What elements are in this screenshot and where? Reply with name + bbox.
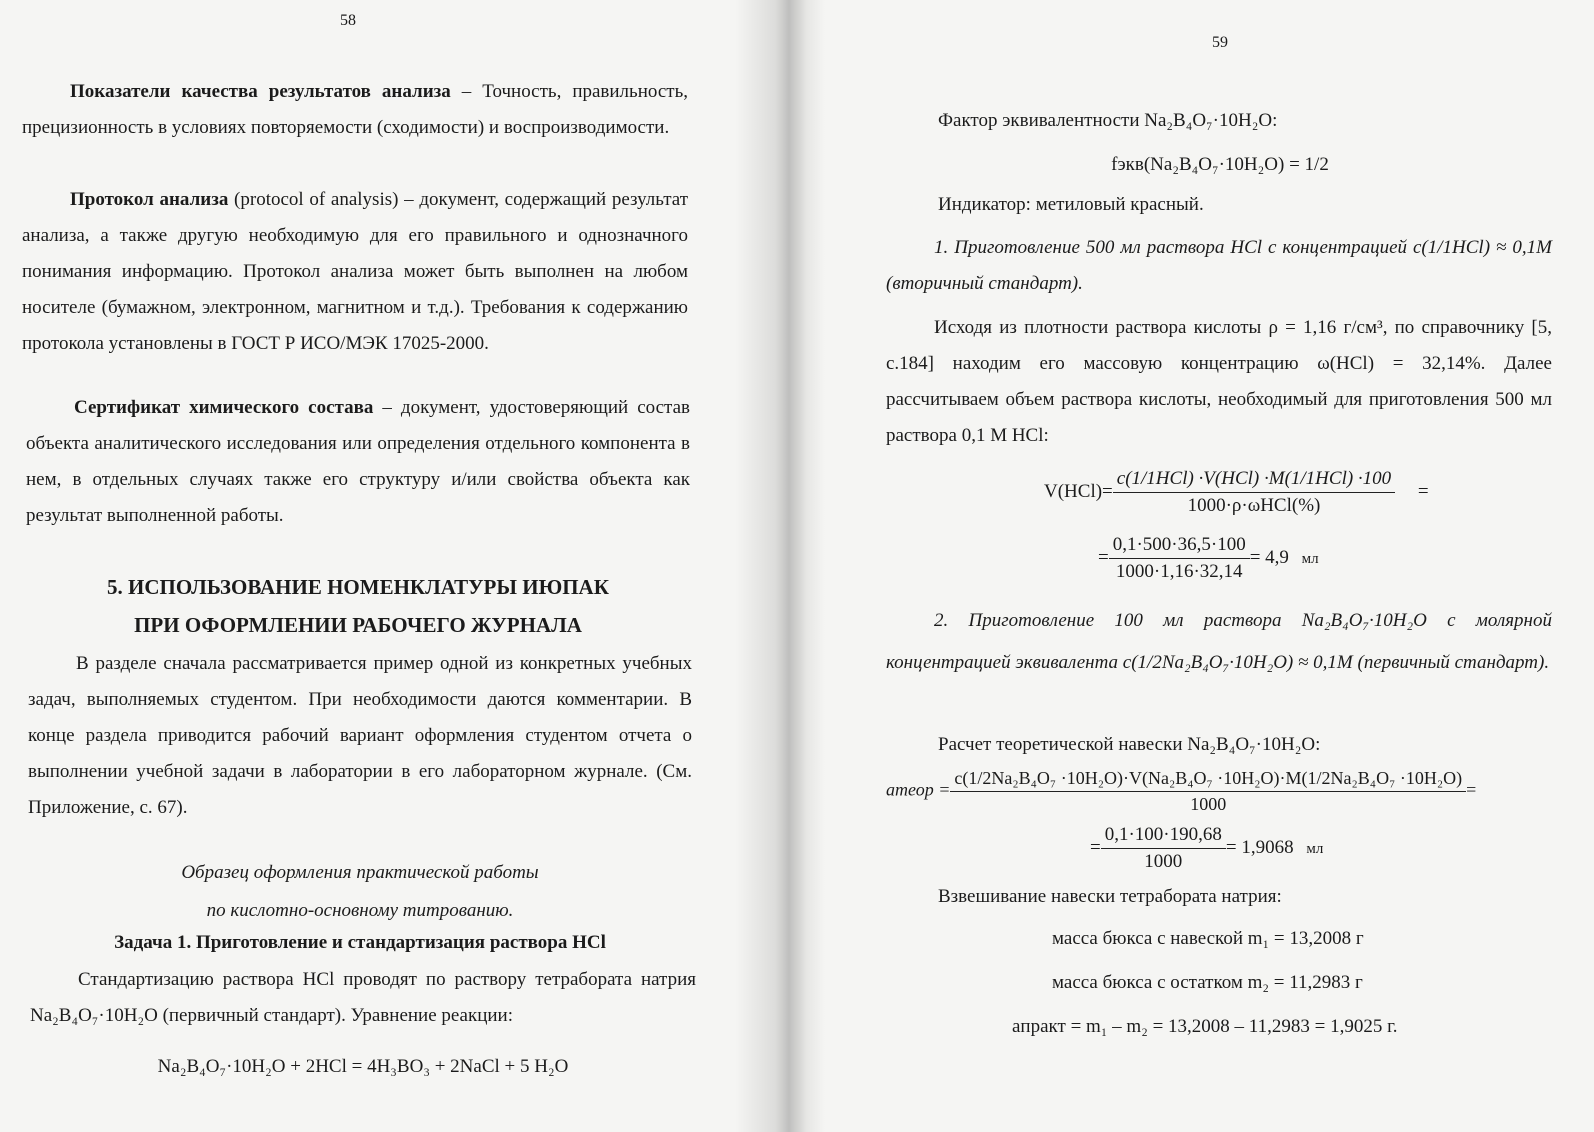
eq1-denominator: 1000·ρ·ωHCl(%) [1187,495,1321,516]
text-quality-indicators: – Точность, правильность, прецизионность в условиях повторяемости (сходимости) и воспроизводимости. [22,81,688,138]
eq1-fraction [1113,468,1395,517]
eq4-result: = 1,9068 [1225,836,1294,858]
book-gutter-shadow [735,0,825,1132]
left-page [0,0,790,1132]
text-analysis-protocol: (protocol of analysis) – документ, содержащий результат анализа, а также другую необходимую для его правильного и однозначного понимания информацию. Протокол анализа может быть выполнен на любом носителе (бумажном, электронном, магнитном и т.д.). Требования к содержанию протокола установлены в ГОСТ Р ИСО/МЭК 17025-2000. [22,189,689,354]
practical-mass-equation: aпракт = m₁ – m₂ = 13,2008 – 11,2983 = 1,9025 г. [1012,1016,1398,1037]
eq2-result: = 4,9 [1249,546,1289,568]
step-1-title: 1. Приготовление 500 мл раствора HCl с концентрацией c(1/1HCl) ≈ 0,1M (вторичный стандарт). [886,237,1552,294]
task-title: Задача 1. Приготовление и стандартизация раствора HCl [114,932,606,953]
eq3-numerator: c(1/2Na₂B₄O₇ ·10H₂O)·V(Na₂B₄O₇ ·10H₂O)·M(1/2Na₂B₄O₇ ·10H₂O) [950,768,1466,792]
eq3-fraction [950,768,1466,815]
eq2-equals: = [1098,546,1109,568]
weighing-label: Взвешивание навески тетрабората натрия: [938,886,1282,907]
paragraph-section-intro: В разделе сначала рассматривается пример одной из конкретных учебных задач, выполняемых студентом. При необходимости даются комментарии. В конце раздела приводится рабочий вариант оформления студентом отчета о выполнении учебной задачи в лаборатории в его лабораторном журнале. (См. Приложение, с. 67). [28,653,692,818]
eq3-denominator: 1000 [1190,794,1227,814]
eq1-tail: = [1417,480,1429,502]
eq4-fraction [1101,824,1226,873]
eq4-unit: мл [1306,840,1324,857]
text-chemical-certificate: – документ, удостоверяющий состав объекта аналитического исследования или определения отдельного компонента в нем, в отдельных случаях также его структуру и/или свойства объекта как результат выполненной работы. [26,397,690,526]
paragraph-chemical-certificate [26,390,690,534]
eq2-unit: мл [1301,550,1319,567]
section-title-line-1: 5. ИСПОЛЬЗОВАНИЕ НОМЕНКЛАТУРЫ ИЮПАК [107,575,609,599]
calc-theoretical-label: Расчет теоретической навески Na₂B₄O₇·10H₂O: [938,734,1321,755]
eq4-numerator: 0,1·100·190,68 [1101,824,1226,849]
eq2-denominator: 1000·1,16·32,14 [1115,561,1243,582]
right-page [790,0,1594,1132]
sample-title-line-2: по кислотно-основному титрованию. [206,900,514,921]
step-2-title: 2. Приготовление 100 мл раствора Na₂B₄O₇·10H₂O с молярной концентрацией эквивалента c(1/2Na₂B₄O₇·10H₂O) ≈ 0,1M (первичный стандарт). [886,610,1552,673]
section-title-line-2: ПРИ ОФОРМЛЕНИИ РАБОЧЕГО ЖУРНАЛА [134,613,582,637]
indicator-line: Индикатор: метиловый красный. [938,194,1204,215]
equivalence-factor-label: Фактор эквивалентности Na₂B₄O₇·10H₂O: [938,110,1278,131]
reaction-equation: Na₂B₄O₇·10H₂O + 2HCl = 4H₃BO₃ + 2NaCl + 5 H₂O [157,1056,569,1077]
term-quality-indicators: Показатели качества результатов анализа [70,81,451,102]
paragraph-quality-indicators [22,74,688,146]
sample-title-line-1: Образец оформления практической работы [181,862,539,883]
paragraph-density: Исходя из плотности раствора кислоты ρ = 1,16 г/см³, по справочнику [5, с.184] находим его массовую концентрацию ω(HCl) = 32,14%. Далее рассчитываем объем раствора кислоты, необходимый для приготовления 500 мл раствора 0,1 M HCl: [886,317,1552,446]
eq3-lhs: aтеор = [886,779,951,800]
equation-theoretical-result [1090,824,1323,873]
eq1-lhs: V(HCl)= [1044,480,1113,502]
eq3-tail: = [1466,779,1477,800]
equation-volume-result [1098,534,1319,583]
mass-with-sample: масса бюкса с навеской m₁ = 13,2008 г [1052,928,1364,949]
paragraph-analysis-protocol [22,182,688,362]
paragraph-standardization: Стандартизацию раствора HCl проводят по раствору тетрабората натрия Na₂B₄O₇·10H₂O (первичный стандарт). Уравнение реакции: [30,969,696,1026]
equation-theoretical-mass [886,768,1476,815]
equivalence-factor-formula: fэкв(Na₂B₄O₇·10H₂O) = 1/2 [1111,154,1329,175]
eq1-numerator: c(1/1HCl) ·V(HCl) ·M(1/1HCl) ·100 [1113,468,1395,493]
eq2-numerator: 0,1·500·36,5·100 [1109,534,1250,559]
page-number-left: 58 [340,12,356,29]
page-number-right: 59 [1212,34,1228,51]
eq2-fraction [1109,534,1250,583]
eq4-denominator: 1000 [1144,851,1183,872]
term-chemical-certificate: Сертификат химического состава [74,397,374,418]
term-analysis-protocol: Протокол анализа [70,189,229,210]
mass-with-residue: масса бюкса с остатком m₂ = 11,2983 г [1052,972,1363,993]
eq4-equals: = [1090,836,1101,858]
equation-volume-hcl [1044,468,1429,517]
